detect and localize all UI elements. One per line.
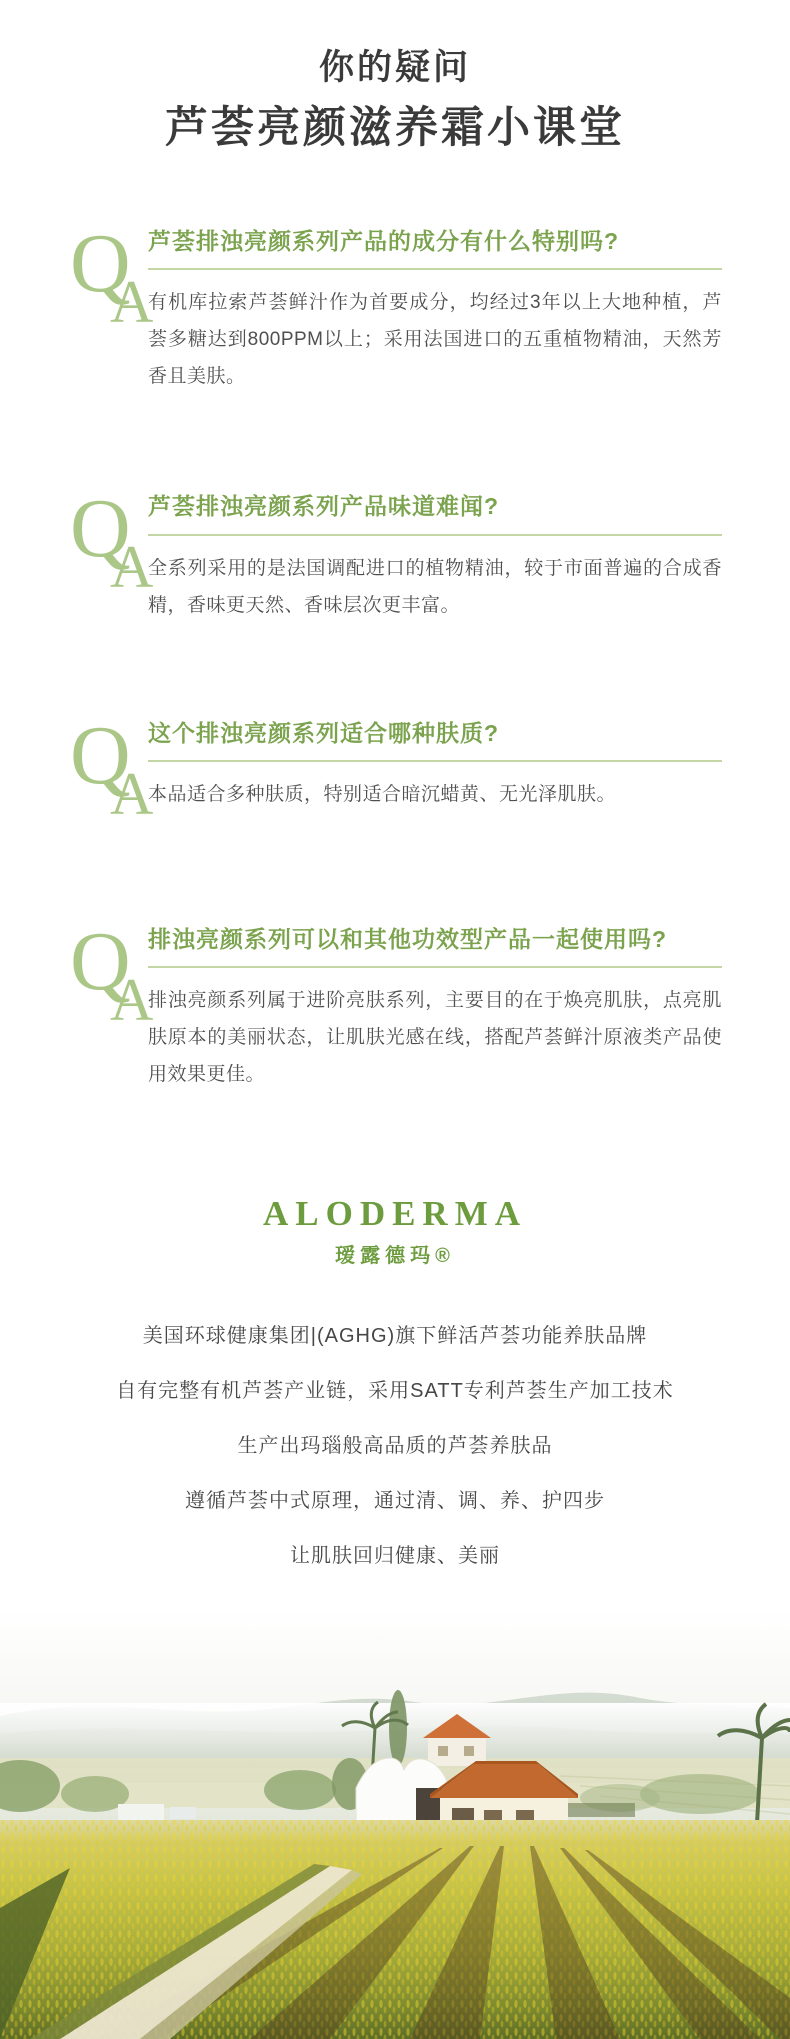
faq-content	[148, 493, 722, 624]
faq-item-2	[0, 482, 790, 624]
faq-answer: 排浊亮颜系列属于进阶亮肤系列，主要目的在于焕亮肌肤，点亮肌肤原本的美丽状态，让肌肤光感在线，搭配芦荟鲜汁原液类产品使用效果更佳。	[148, 990, 722, 1086]
faq-content	[148, 926, 722, 1094]
brand-intro-line: 让肌肤回归健康、美丽	[290, 1544, 500, 1567]
qa-monogram-icon	[70, 216, 154, 346]
aloe-field-photo	[0, 1608, 790, 2039]
brand-intro-line: 生产出玛瑙般高品质的芦荟养肤品	[237, 1434, 553, 1457]
question-divider	[148, 534, 722, 536]
faq-content	[148, 228, 722, 396]
brand-logo	[0, 1195, 790, 1268]
question-divider	[148, 268, 722, 270]
faq-question: 排浊亮颜系列可以和其他功效型产品一起使用吗?	[148, 925, 668, 952]
faq-item-3	[0, 708, 790, 838]
qa-monogram-a: A	[110, 966, 154, 1033]
qa-monogram-a: A	[110, 760, 154, 827]
faq-question: 芦荟排浊亮颜系列产品的成分有什么特别吗?	[148, 227, 620, 254]
brand-logo-wordmark: ALODERMA	[262, 1194, 528, 1234]
aloe-field-photo-graphic	[0, 1608, 790, 2039]
faq-answer: 有机库拉索芦荟鲜汁作为首要成分，均经过3年以上大地种植，芦荟多糖达到800PPM以上；采用法国进口的五重植物精油，天然芳香且美肤。	[148, 292, 722, 388]
qa-monogram-a: A	[110, 268, 154, 335]
page-header	[0, 0, 790, 156]
page-title-line1: 你的疑问	[318, 48, 471, 87]
faq-answer: 本品适合多种肤质，特别适合暗沉蜡黄、无光泽肌肤。	[148, 784, 617, 806]
brand-intro-line: 美国环球健康集团|(AGHG)旗下鲜活芦荟功能养肤品牌	[142, 1324, 648, 1347]
qa-monogram-a: A	[110, 534, 154, 601]
faq-question: 这个排浊亮颜系列适合哪种肤质?	[148, 719, 500, 746]
question-divider	[148, 966, 722, 968]
photo-conifer-tree	[389, 1690, 407, 1766]
qa-monogram-q: Q	[70, 708, 131, 802]
faq-section	[0, 216, 790, 1094]
brand-intro	[0, 1326, 790, 1566]
brand-intro-line: 自有完整有机芦荟产业链，采用SATT专利芦荟生产加工技术	[116, 1379, 674, 1402]
brand-intro-line: 遵循芦荟中式原理，通过清、调、养、护四步	[185, 1489, 605, 1512]
faq-answer: 全系列采用的是法国调配进口的植物精油，较于市面普遍的合成香精，香味更天然、香味层次更丰富。	[148, 557, 722, 616]
qa-monogram-icon	[70, 914, 154, 1044]
faq-question: 芦荟排浊亮颜系列产品味道难闻?	[148, 493, 500, 520]
qa-monogram-q: Q	[70, 216, 131, 310]
brand-logo-chinese: 瑷露德玛®	[335, 1244, 455, 1267]
qa-monogram-icon	[70, 482, 154, 611]
faq-item-1	[0, 216, 790, 396]
page-title-line2: 芦荟亮颜滋养霜小课堂	[165, 103, 625, 152]
qa-monogram-q: Q	[70, 914, 131, 1008]
question-divider	[148, 760, 722, 762]
qa-monogram-icon	[70, 708, 154, 838]
qa-monogram-q: Q	[70, 482, 131, 576]
faq-item-4	[0, 914, 790, 1094]
faq-content	[148, 720, 722, 814]
